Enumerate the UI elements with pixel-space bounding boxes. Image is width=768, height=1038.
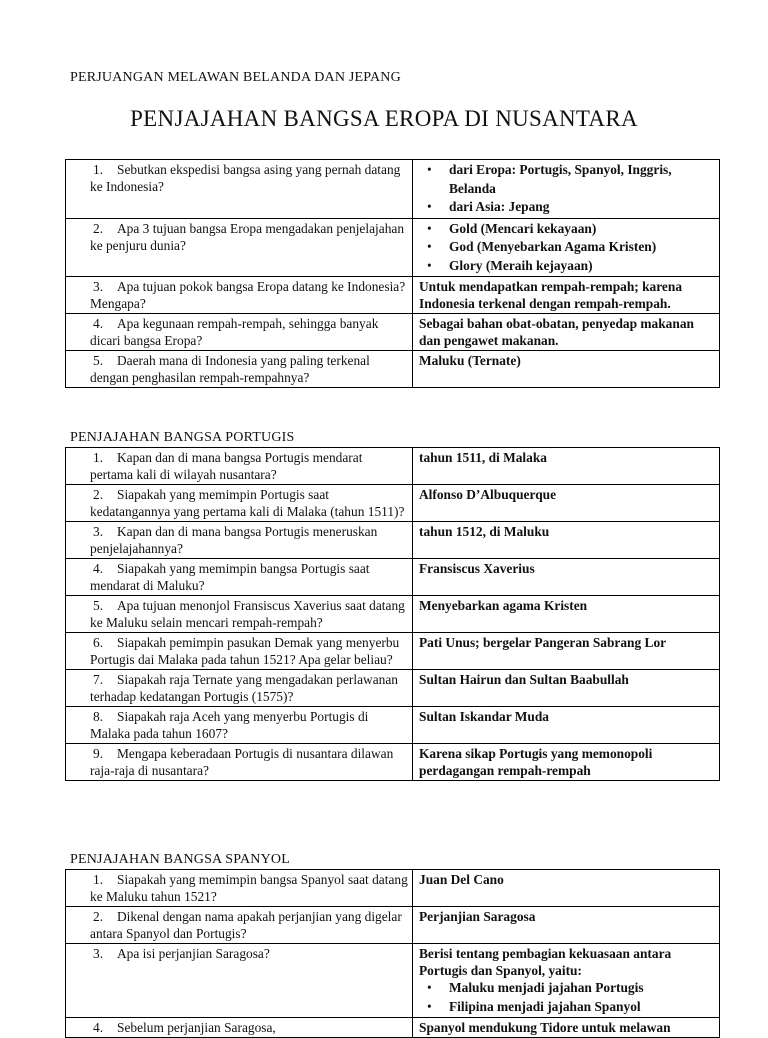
qa-table-eropa — [65, 159, 720, 388]
answer-cell — [413, 707, 720, 744]
document-title: PENJAJAHAN BANGSA EROPA DI NUSANTARA — [130, 106, 638, 131]
answer-cell — [413, 907, 720, 944]
answer-bullet-list — [419, 220, 715, 276]
answer-cell — [413, 522, 720, 559]
answer-text: Juan Del Cano — [419, 872, 504, 887]
qa-row — [66, 448, 720, 485]
answer-text: Karena sikap Portugis yang memonopoli perdagangan rempah-rempah — [419, 746, 653, 778]
question-number: 2. — [93, 487, 104, 502]
question-cell — [66, 559, 413, 596]
qa-row — [66, 707, 720, 744]
answer-text: Sultan Hairun dan Sultan Baabullah — [419, 672, 629, 687]
answer-cell — [413, 559, 720, 596]
question-text: Siapakah raja Aceh yang menyerbu Portugis di Malaka pada tahun 1607? — [90, 709, 369, 741]
qa-row — [66, 596, 720, 633]
qa-row — [66, 633, 720, 670]
question-cell — [66, 707, 413, 744]
question-number: 5. — [93, 353, 104, 368]
question-number: 4. — [93, 1020, 104, 1035]
question-number: 2. — [93, 220, 104, 236]
answer-cell — [413, 351, 720, 388]
answer-text: Sebagai bahan obat-obatan, penyedap makanan dan pengawet makanan. — [419, 316, 694, 348]
answer-cell — [413, 670, 720, 707]
question-cell — [66, 744, 413, 781]
qa-row — [66, 907, 720, 944]
section-heading-spanyol: PENJAJAHAN BANGSA SPANYOL — [70, 852, 290, 867]
answer-text: Sultan Iskandar Muda — [419, 709, 549, 724]
question-number: 8. — [93, 709, 104, 724]
qa-row — [66, 218, 720, 277]
answer-cell — [413, 633, 720, 670]
answer-cell — [413, 1018, 720, 1038]
question-text: Siapakah yang memimpin bangsa Spanyol saat datang ke Maluku tahun 1521? — [90, 872, 408, 904]
document-kicker: PERJUANGAN MELAWAN BELANDA DAN JEPANG — [70, 70, 401, 85]
question-text: Apa tujuan pokok bangsa Eropa datang ke Indonesia? Mengapa? — [90, 279, 406, 311]
question-cell — [66, 160, 413, 219]
question-number: 4. — [93, 316, 104, 331]
answer-cell — [413, 744, 720, 781]
answer-text: Alfonso D’Albuquerque — [419, 487, 557, 502]
question-text: Siapakah raja Ternate yang mengadakan perlawanan terhadap kedatangan Portugis (1575)? — [90, 672, 398, 704]
qa-row — [66, 944, 720, 1018]
answer-text: Menyebarkan agama Kristen — [419, 598, 588, 613]
answer-cell — [413, 314, 720, 351]
qa-row — [66, 522, 720, 559]
question-text: Apa kegunaan rempah-rempah, sehingga banyak dicari bangsa Eropa? — [90, 316, 379, 348]
question-cell — [66, 907, 413, 944]
question-cell — [66, 596, 413, 633]
section-heading-portugis: PENJAJAHAN BANGSA PORTUGIS — [70, 430, 295, 445]
question-cell — [66, 485, 413, 522]
answer-cell — [413, 485, 720, 522]
question-text: Kapan dan di mana bangsa Portugis mendarat pertama kali di wilayah nusantara? — [90, 450, 363, 482]
question-cell — [66, 218, 413, 277]
question-text: Siapakah pemimpin pasukan Demak yang menyerbu Portugis dai Malaka pada tahun 1521? Apa gelar beliau? — [90, 635, 400, 667]
qa-row — [66, 670, 720, 707]
question-text: Mengapa keberadaan Portugis di nusantara dilawan raja-raja di nusantara? — [90, 746, 394, 778]
answer-bullet: • dari Asia: Jepang — [449, 198, 715, 217]
answer-bullet: • God (Menyebarkan Agama Kristen) — [449, 238, 715, 257]
question-cell — [66, 448, 413, 485]
answer-text: Perjanjian Saragosa — [419, 909, 536, 924]
answer-text: Fransiscus Xaverius — [419, 561, 535, 576]
question-number: 9. — [93, 746, 104, 761]
question-text: Siapakah yang memimpin Portugis saat kedatangannya yang pertama kali di Malaka (tahun 1511)? — [90, 487, 405, 519]
answer-bullet-list — [419, 161, 715, 217]
question-text: Apa 3 tujuan bangsa Eropa mengadakan penjelajahan ke penjuru dunia? — [90, 220, 405, 253]
answer-cell — [413, 870, 720, 907]
answer-text: Spanyol mendukung Tidore untuk melawan — [419, 1020, 671, 1035]
answer-cell — [413, 277, 720, 314]
question-cell — [66, 314, 413, 351]
question-number: 1. — [93, 450, 104, 465]
answer-text: tahun 1512, di Maluku — [419, 524, 550, 539]
question-number: 3. — [93, 279, 104, 294]
answer-bullet: • Filipina menjadi jajahan Spanyol — [449, 998, 715, 1017]
qa-row — [66, 314, 720, 351]
qa-row — [66, 1018, 720, 1038]
qa-row — [66, 870, 720, 907]
question-cell — [66, 670, 413, 707]
question-cell — [66, 1018, 413, 1038]
answer-bullet: • Maluku menjadi jajahan Portugis — [449, 979, 715, 998]
question-number: 2. — [93, 909, 104, 924]
question-cell — [66, 944, 413, 1018]
question-number: 5. — [93, 598, 104, 613]
answer-text: tahun 1511, di Malaka — [419, 450, 547, 465]
answer-text: Pati Unus; bergelar Pangeran Sabrang Lor — [419, 635, 667, 650]
question-number: 3. — [93, 524, 104, 539]
answer-text: Untuk mendapatkan rempah-rempah; karena Indonesia terkenal dengan rempah-rempah. — [419, 279, 683, 311]
question-text: Daerah mana di Indonesia yang paling terkenal dengan penghasilan rempah-rempahnya? — [90, 353, 370, 385]
qa-row — [66, 160, 720, 219]
answer-bullet: • dari Eropa: Portugis, Spanyol, Inggris, Belanda — [449, 161, 715, 198]
answer-cell — [413, 448, 720, 485]
question-text: Apa tujuan menonjol Fransiscus Xaverius saat datang ke Maluku selain mencari rempah-rempah? — [90, 598, 405, 630]
qa-table-spanyol — [65, 869, 720, 1038]
answer-text: Maluku (Ternate) — [419, 353, 521, 368]
question-number: 1. — [93, 872, 104, 887]
question-text: Kapan dan di mana bangsa Portugis meneruskan penjelajahannya? — [90, 524, 378, 556]
qa-row — [66, 351, 720, 388]
question-number: 7. — [93, 672, 104, 687]
answer-bullet-list — [419, 979, 715, 1016]
question-text: Dikenal dengan nama apakah perjanjian yang digelar antara Spanyol dan Portugis? — [90, 909, 402, 941]
qa-row — [66, 559, 720, 596]
answer-bullet: • Gold (Mencari kekayaan) — [449, 220, 715, 239]
answer-text: Berisi tentang pembagian kekuasaan antara Portugis dan Spanyol, yaitu: — [419, 946, 672, 978]
question-text: Sebelum perjanjian Saragosa, — [117, 1020, 276, 1035]
question-text: Siapakah yang memimpin bangsa Portugis saat mendarat di Maluku? — [90, 561, 370, 593]
question-cell — [66, 633, 413, 670]
question-cell — [66, 277, 413, 314]
question-cell — [66, 870, 413, 907]
answer-cell — [413, 944, 720, 1018]
question-cell — [66, 522, 413, 559]
answer-cell — [413, 596, 720, 633]
answer-cell — [413, 218, 720, 277]
question-number: 3. — [93, 946, 104, 961]
question-number: 1. — [93, 162, 104, 177]
answer-bullet: • Glory (Meraih kejayaan) — [449, 257, 715, 276]
question-cell — [66, 351, 413, 388]
qa-row — [66, 744, 720, 781]
qa-row — [66, 485, 720, 522]
question-text: Apa isi perjanjian Saragosa? — [117, 946, 270, 961]
answer-cell — [413, 160, 720, 219]
question-number: 4. — [93, 561, 104, 576]
qa-row — [66, 277, 720, 314]
question-text: Sebutkan ekspedisi bangsa asing yang pernah datang ke Indonesia? — [90, 162, 401, 194]
qa-table-portugis — [65, 447, 720, 781]
question-number: 6. — [93, 635, 104, 650]
